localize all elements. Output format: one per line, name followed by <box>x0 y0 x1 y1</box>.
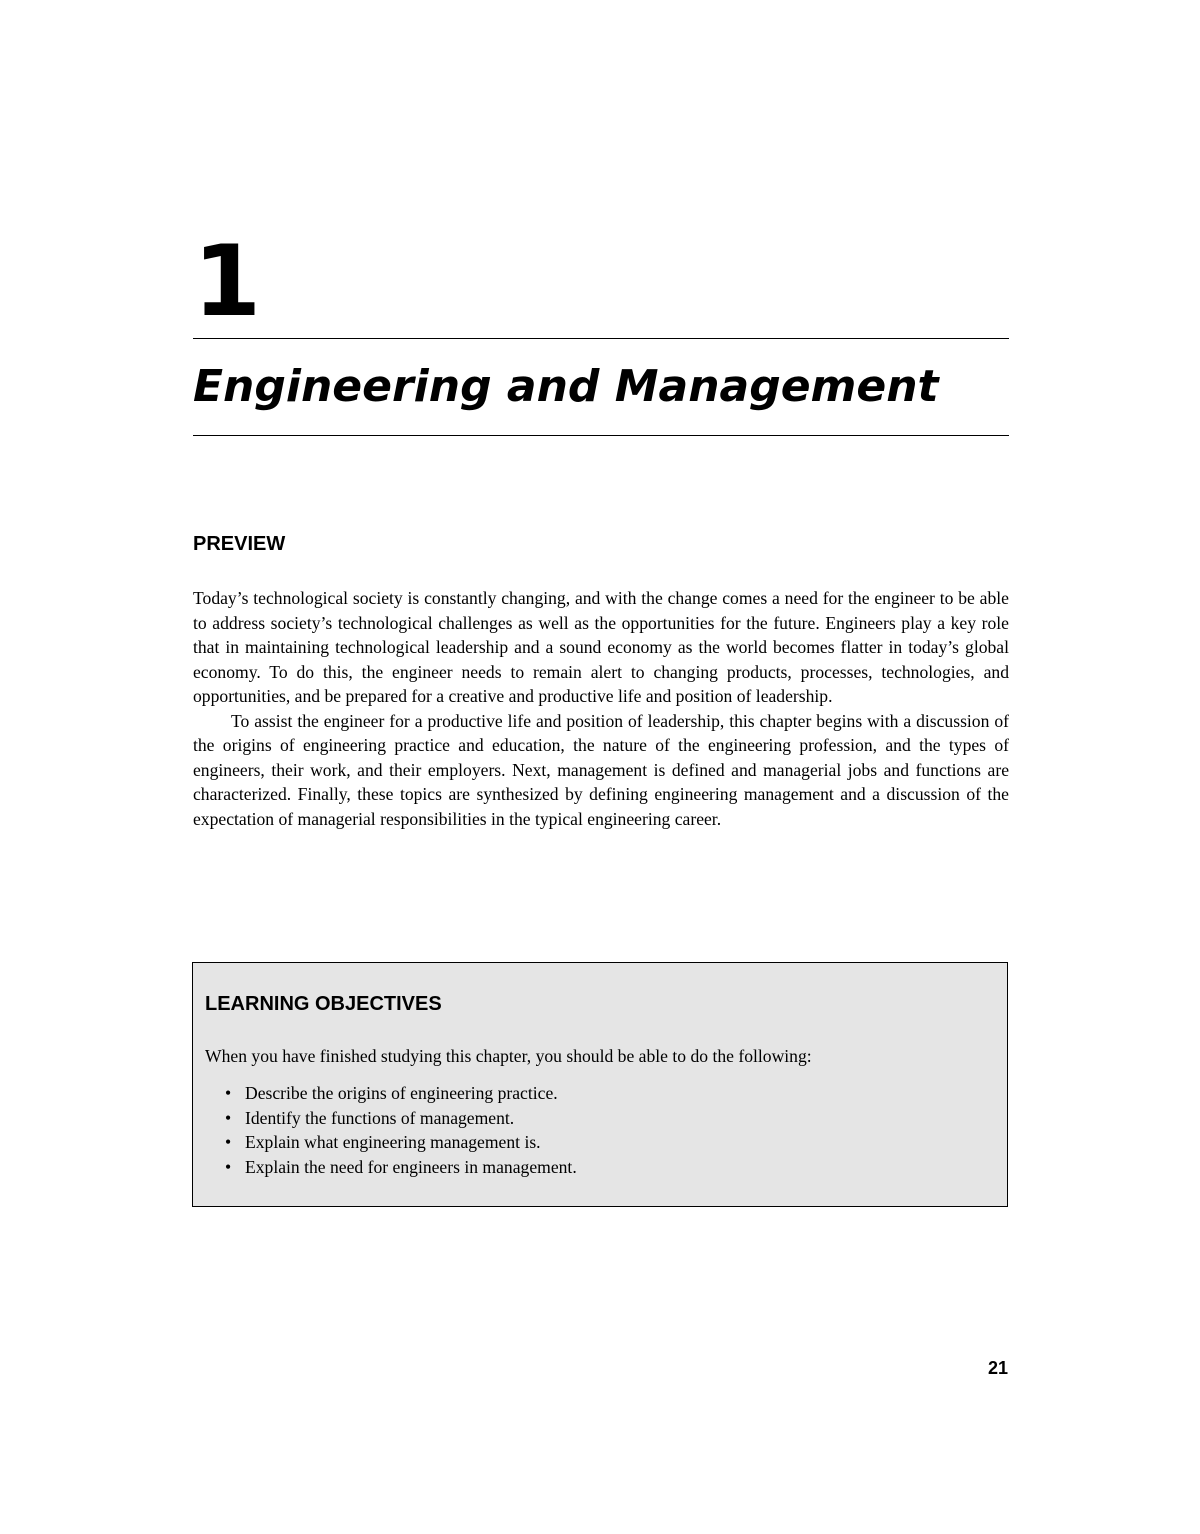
bullet-icon: • <box>225 1107 232 1128</box>
chapter-number: 1 <box>193 225 262 339</box>
objective-item <box>205 1106 577 1131</box>
objective-text: Explain what engineering management is. <box>245 1132 541 1152</box>
bullet-icon: • <box>225 1083 232 1103</box>
preview-paragraph: To assist the engineer for a productive life and position of leadership, this chapter begins with a discussion of the origins of engineering practice and education, the nature of the engineering profession, and the types of engineers, their work, and their employers. Next, management is defined and managerial jobs and functions are characterized. Finally, these topics are synthesized by defining engineering management and a discussion of the expectation of managerial responsibilities in the typical engineering career. <box>193 710 1009 829</box>
preview-paragraph: Today’s technological society is constantly changing, and with the change comes a need for the engineer to be able to address society’s technological challenges as well as the opportunities for the future. Engineers play a key role that in maintaining technological leadership and a sound economy as the world becomes flatter in today’s global economy. To do this, the engineer needs to remain alert to changing products, processes, technologies, and opportunities, and be prepared for a creative and productive life and position of leadership. <box>193 588 1009 706</box>
objective-item <box>205 1130 577 1155</box>
learning-objectives-list <box>205 1081 577 1179</box>
preview-heading: PREVIEW <box>193 533 286 555</box>
chapter-title: Engineering and Management <box>193 361 939 412</box>
title-rule-bottom <box>193 435 1009 436</box>
learning-objectives-intro: When you have finished studying this chapter, you should be able to do the following: <box>205 1046 812 1066</box>
bullet-icon: • <box>225 1156 232 1177</box>
objective-item <box>205 1155 577 1180</box>
objective-text: Identify the functions of management. <box>245 1107 515 1128</box>
learning-objectives-heading: LEARNING OBJECTIVES <box>205 993 442 1015</box>
page-number: 21 <box>987 1358 1008 1378</box>
learning-objectives-box <box>192 962 1008 1207</box>
objective-text: Explain the need for engineers in management. <box>245 1156 577 1177</box>
title-rule-top <box>193 338 1009 339</box>
objective-item <box>205 1081 577 1106</box>
preview-body <box>193 586 1009 831</box>
objective-text: Describe the origins of engineering practice. <box>245 1083 558 1103</box>
bullet-icon: • <box>225 1132 232 1152</box>
